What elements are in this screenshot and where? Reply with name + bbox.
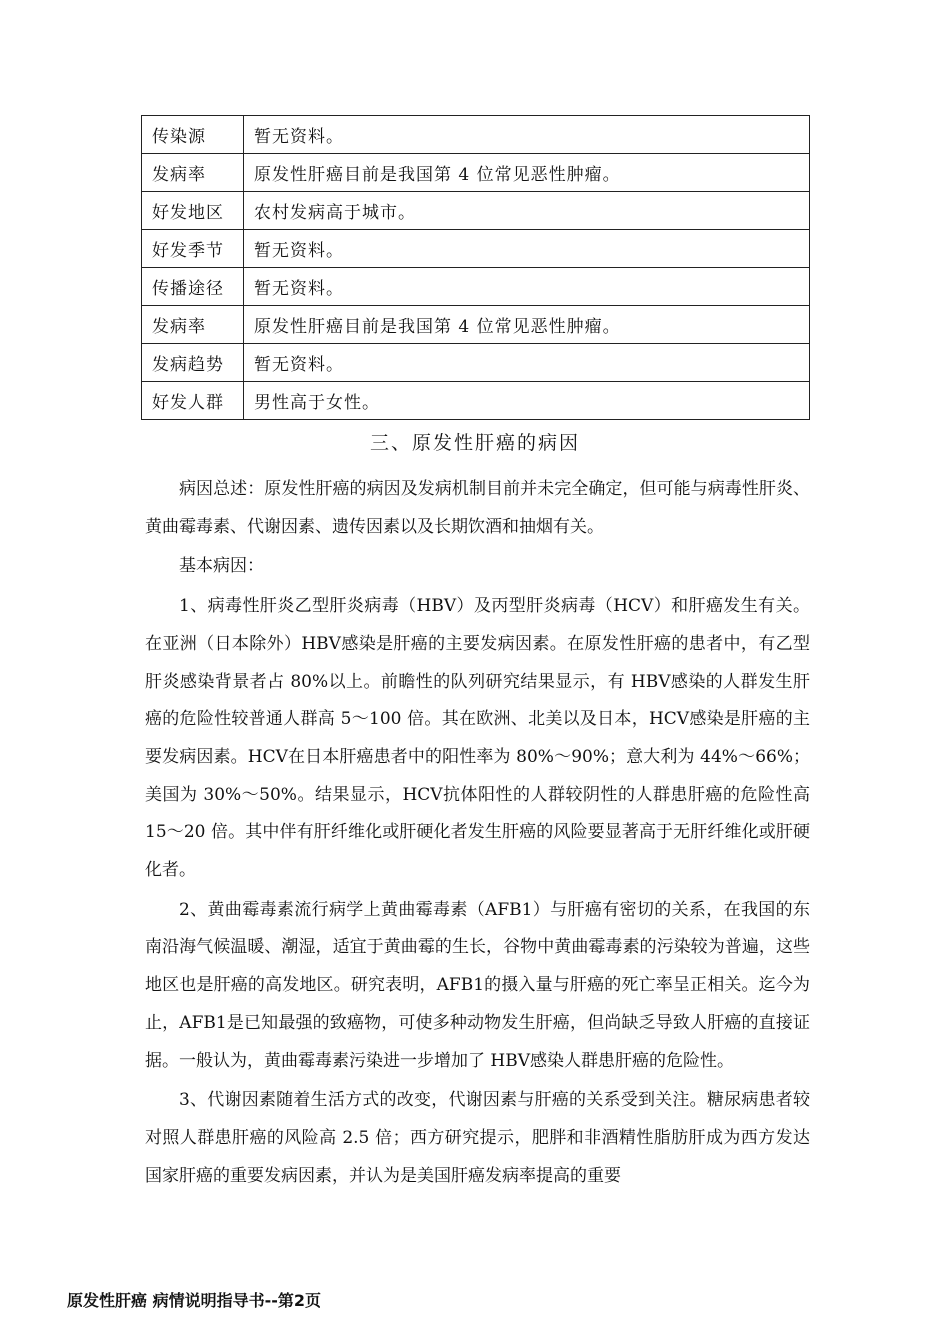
row-value: 男性高于女性。: [244, 382, 810, 420]
row-label: 传播途径: [142, 268, 244, 306]
table-row: [142, 192, 810, 230]
paragraph-overview: 病因总述：原发性肝癌的病因及发病机制目前并未完全确定，但可能与病毒性肝炎、黄曲霉毒素、代谢因素、遗传因素以及长期饮酒和抽烟有关。: [145, 479, 810, 537]
row-label: 发病趋势: [142, 344, 244, 382]
row-label: 传染源: [142, 116, 244, 154]
row-value: 暂无资料。: [244, 268, 810, 306]
page-footer: 原发性肝癌 病情说明指导书--第2页: [67, 1291, 321, 1310]
table-row: [142, 382, 810, 420]
section-heading: 三、原发性肝癌的病因: [369, 432, 580, 454]
paragraph-aflatoxin: 2、黄曲霉毒素流行病学上黄曲霉毒素（AFB1）与肝癌有密切的关系，在我国的东南沿海气候温暖、潮湿，适宜于黄曲霉的生长，谷物中黄曲霉毒素的污染较为普遍，这些地区也是肝癌的高发地区。研究表明，AFB1的摄入量与肝癌的死亡率呈正相关。迄今为止，AFB1是已知最强的致癌物，可使多种动物发生肝癌，但尚缺乏导致人肝癌的直接证据。一般认为，黄曲霉毒素污染进一步增加了 HBV感染人群患肝癌的危险性。: [145, 899, 810, 1071]
body-text: [145, 471, 810, 1197]
table-row: [142, 306, 810, 344]
row-value: 暂无资料。: [244, 116, 810, 154]
table-row: [142, 116, 810, 154]
disease-info-table: [141, 115, 810, 420]
row-label: 好发地区: [142, 192, 244, 230]
table-row: [142, 268, 810, 306]
paragraph-basic-causes: 基本病因：: [179, 556, 264, 577]
paragraph-metabolic: 3、代谢因素随着生活方式的改变，代谢因素与肝癌的关系受到关注。糖尿病患者较对照人群患肝癌的风险高 2.5 倍；西方研究提示，肥胖和非酒精性脂肪肝成为西方发达国家肝癌的重要发病因素，并认为是美国肝癌发病率提高的重要: [145, 1090, 810, 1186]
row-value: 农村发病高于城市。: [244, 192, 810, 230]
row-label: 发病率: [142, 154, 244, 192]
row-value: 暂无资料。: [244, 344, 810, 382]
table-row: [142, 154, 810, 192]
table-row: [142, 230, 810, 268]
paragraph-viral-hepatitis: 1、病毒性肝炎乙型肝炎病毒（HBV）及丙型肝炎病毒（HCV）和肝癌发生有关。在亚洲（日本除外）HBV感染是肝癌的主要发病因素。在原发性肝癌的患者中，有乙型肝炎感染背景者占 80%以上。前瞻性的队列研究结果显示，有 HBV感染的人群发生肝癌的危险性较普通人群高 5～100 倍。其在欧洲、北美以及日本，HCV感染是肝癌的主要发病因素。HCV在日本肝癌患者中的阳性率为 80%～90%；意大利为 44%～66%；美国为 30%～50%。结果显示，HCV抗体阳性的人群较阴性的人群患肝癌的危险性高 15～20 倍。其中伴有肝纤维化或肝硬化者发生肝癌的风险要显著高于无肝纤维化或肝硬化者。: [145, 596, 810, 881]
row-value: 暂无资料。: [244, 230, 810, 268]
row-value: 原发性肝癌目前是我国第 4 位常见恶性肿瘤。: [244, 306, 810, 344]
row-label: 好发季节: [142, 230, 244, 268]
table-row: [142, 344, 810, 382]
row-value: 原发性肝癌目前是我国第 4 位常见恶性肿瘤。: [244, 154, 810, 192]
row-label: 好发人群: [142, 382, 244, 420]
row-label: 发病率: [142, 306, 244, 344]
